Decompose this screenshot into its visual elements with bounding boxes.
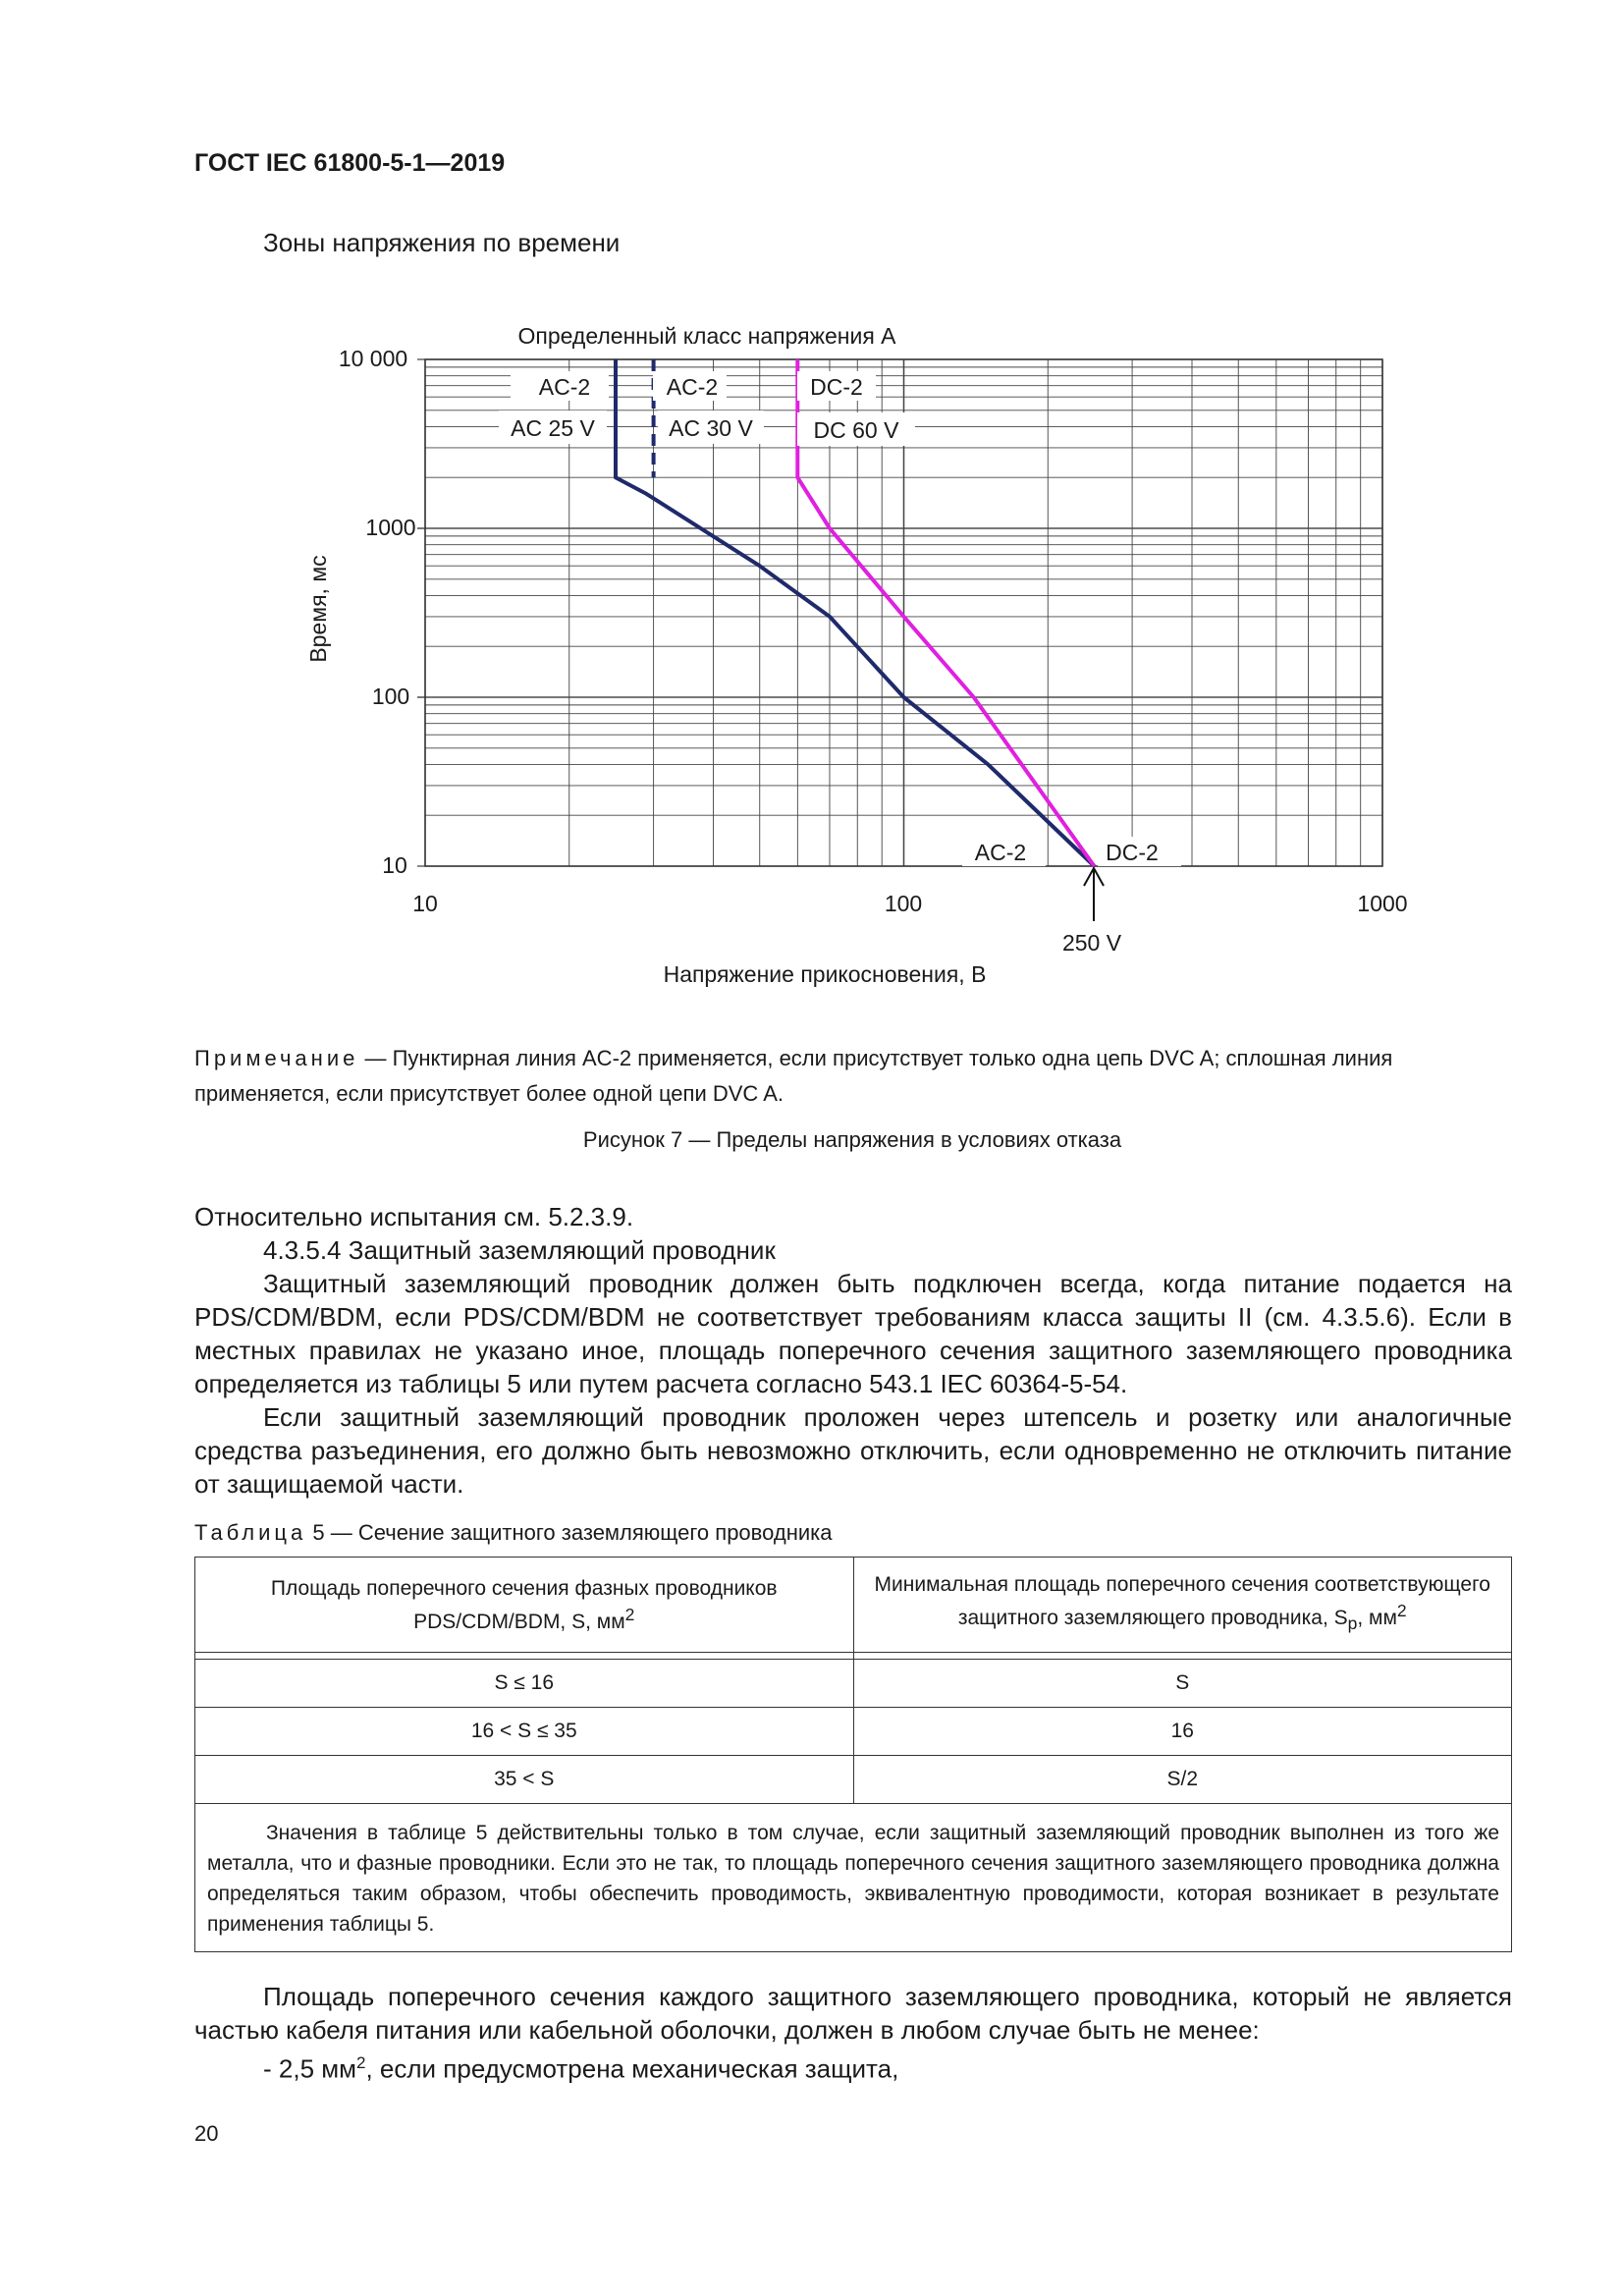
table-cell: 16 [853,1708,1512,1756]
y-tick-label: 100 [371,683,410,709]
chart-title: Определенный класс напряжения A [517,323,896,349]
paragraph: Площадь поперечного сечения каждого защитного заземляющего проводника, который не является частью кабеля питания или кабельной оболочки, должен в любом случае быть не менее: [194,1982,1512,2045]
x-tick-label: 100 [884,891,923,916]
table-header-cell: Площадь поперечного сечения фазных проводников PDS/CDM/BDM, S, $мм^2$ [195,1558,854,1653]
annotation-dc2-end: DC-2 [1106,840,1159,865]
document-header: ГОСТ IEC 61800-5-1—2019 [194,149,506,177]
table-row [195,1756,1512,1804]
bullet-item: - 2,5 $мм^2$, если предусмотрена механическая защита, [263,2053,899,2084]
table-header-row [195,1558,1512,1653]
paragraph: Если защитный заземляющий проводник проложен через штепсель и розетку или аналогичные средства разъединения, его должно быть невозможно отключить, если одновременно не отключить питание от защищаемой части. [194,1402,1512,1499]
table-cell: 16 < S ≤ 35 [195,1708,854,1756]
page-number: 20 [194,2121,219,2146]
x-tick-label: 1000 [1357,891,1408,916]
table-header-cell: Минимальная площадь поперечного сечения соответствующего защитного заземляющего проводника, $S_p$, $мм^2$ [853,1558,1512,1653]
annotation-250v: 250 V [1061,930,1122,956]
table-cell: 35 < S [195,1756,854,1804]
y-axis-label: Время, мс [305,555,331,663]
annotation-ac2-30v-sub: AC 30 V [669,415,753,441]
annotation-dc2-60v-label: DC-2 [810,374,863,400]
section-heading: 4.3.5.4 Защитный заземляющий проводник [263,1235,776,1265]
annotation-dc2-60v-sub: DC 60 V [813,417,899,443]
y-tick-label: 10 000 [338,346,408,371]
table-header-gap [195,1653,1512,1660]
annotation-ac2-end: AC-2 [974,840,1027,865]
voltage-time-chart [0,0,1623,1011]
conductor-section-table [194,1557,1512,1952]
note-text: — Пунктирная линия AC-2 применяется, если присутствует только одна цепь DVC A; сплошная линия применяется, если присутствует более одной цепи DVC A. [194,1046,1393,1106]
annotation-ac2-30v-label: AC-2 [666,374,719,400]
chart-caption: Зоны напряжения по времени [263,228,621,257]
annotation-ac2-25v-sub: AC 25 V [511,415,595,441]
x-axis-label: Напряжение прикосновения, В [663,961,987,987]
annotation-ac2-25v-label: AC-2 [538,374,591,400]
table-cell: S/2 [853,1756,1512,1804]
table-title-label: Таблица [194,1520,307,1545]
paragraph: Защитный заземляющий проводник должен быть подключен всегда, когда питание подается на PDS/CDM/BDM, если PDS/CDM/BDM не соответствует требованиям класса защиты II (см. 4.3.5.6). Если в местных правилах не указано иное, площадь поперечного сечения защитного заземляющего проводника определяется из таблицы 5 или путем расчета согласно 543.1 IEC 60364-5-54. [194,1269,1512,1398]
table-note: Значения в таблице 5 действительны только в том случае, если защитный заземляющий проводник выполнен из того же металла, что и фазные проводники. Если это не так, то площадь поперечного сечения защитного заземляющего проводника должна определяться таким образом, чтобы обеспечить проводимость, эквивалентную проводимости, которая возникает в результате применения таблицы 5. [195,1804,1512,1952]
y-tick-label: 1000 [365,515,416,540]
figure-note [194,1041,1510,1112]
table-row [195,1708,1512,1756]
table-title [194,1520,832,1546]
figure-caption: Рисунок 7 — Пределы напряжения в условиях отказа [582,1127,1122,1152]
y-tick-label: 10 [382,852,407,878]
table-cell: S ≤ 16 [195,1660,854,1708]
paragraph: Относительно испытания см. 5.2.3.9. [194,1202,634,1231]
table-row [195,1660,1512,1708]
note-label: Примечание [194,1046,359,1070]
x-tick-label: 10 [412,891,438,916]
table-note-row [195,1804,1512,1952]
table-cell: S [853,1660,1512,1708]
table-title-text: 5 — Сечение защитного заземляющего проводника [306,1520,833,1545]
